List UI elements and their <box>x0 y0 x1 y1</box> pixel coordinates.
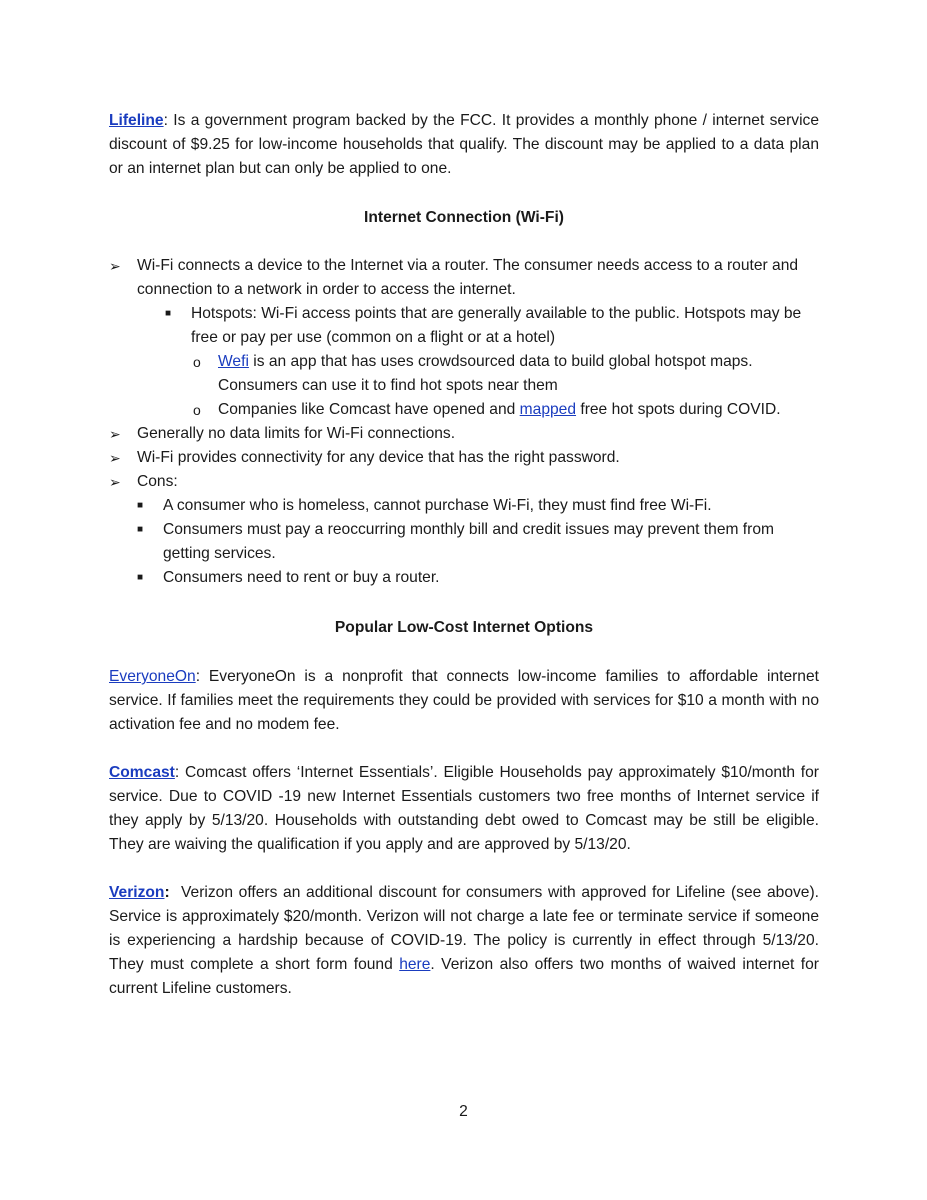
list-item <box>109 422 819 446</box>
list-item-text: free hot spots during COVID. <box>576 401 781 418</box>
verizon-text-2: . Verizon also offers two months of waived internet for current Lifeline customers. <box>109 956 819 997</box>
wefi-link[interactable]: Wefi <box>218 353 249 370</box>
page-number: 2 <box>459 1103 468 1120</box>
list-item <box>109 446 819 470</box>
comcast-text: : Comcast offers ‘Internet Essentials’. Eligible Households pay approximately $10/month for service. Due to COVID -19 new Internet Essentials customers two free months of Internet service if they apply by 5/13/20. Households with outstanding debt owed to Comcast may be still be eligible. They are waiving the qualification if you apply and are approved by 5/13/20. <box>109 764 819 853</box>
list-item <box>109 254 819 302</box>
list-item-text: Consumers need to rent or buy a router. <box>163 569 440 586</box>
here-link[interactable]: here <box>399 956 431 973</box>
list-item-text: Hotspots: Wi-Fi access points that are generally available to the public. Hotspots may be free or pay per use (common on a flight or at a hotel) <box>191 305 802 346</box>
list-item-text: Generally no data limits for Wi-Fi connections. <box>137 425 456 442</box>
wifi-heading: Internet Connection (Wi-Fi) <box>364 209 564 226</box>
verizon-text: Verizon offers an additional discount for consumers with approved for Lifeline (see above). Service is approximately $20/month. Verizon will not charge a late fee or terminate service if someone is experiencing a hardship because of COVID-19. The policy is currently in effect through 5/13/20. They must complete a short form found <box>109 884 824 973</box>
list-item-text: A consumer who is homeless, cannot purchase Wi-Fi, they must find free Wi-Fi. <box>163 497 712 514</box>
lifeline-text: : Is a government program backed by the FCC. It provides a monthly phone / internet service discount of $9.25 for low-income households that qualify. The discount may be applied to a data plan or an internet plan but can only be applied to one. <box>109 112 819 177</box>
square-bullet-icon: ■ <box>165 308 172 319</box>
arrow-bullet-icon: ➢ <box>109 474 121 490</box>
list-item <box>109 302 819 350</box>
everyoneon-link[interactable]: EveryoneOn <box>109 668 196 685</box>
square-bullet-icon: ■ <box>137 572 144 583</box>
comcast-paragraph <box>109 761 819 857</box>
list-item-text: Wi-Fi provides connectivity for any device that has the right password. <box>137 449 620 466</box>
square-bullet-icon: ■ <box>137 500 144 511</box>
circle-bullet-icon: o <box>193 402 201 418</box>
list-item <box>109 494 819 518</box>
arrow-bullet-icon: ➢ <box>109 258 121 274</box>
wifi-list <box>109 254 819 590</box>
lifeline-link[interactable]: Lifeline <box>109 112 164 129</box>
arrow-bullet-icon: ➢ <box>109 450 121 466</box>
document-page <box>109 109 824 1001</box>
list-item-text: Companies like Comcast have opened and <box>218 401 520 418</box>
list-item-text: Wi-Fi connects a device to the Internet via a router. The consumer needs access to a router and connection to a network in order to access the internet. <box>137 257 799 298</box>
everyoneon-paragraph <box>109 665 819 737</box>
options-heading: Popular Low-Cost Internet Options <box>334 619 594 636</box>
list-item <box>109 518 819 566</box>
circle-bullet-icon: o <box>193 354 201 370</box>
verizon-colon: : <box>164 884 170 901</box>
square-bullet-icon: ■ <box>137 524 144 535</box>
list-item-text: Cons: <box>137 473 178 490</box>
arrow-bullet-icon: ➢ <box>109 426 121 442</box>
mapped-link[interactable]: mapped <box>519 401 577 418</box>
everyoneon-text: : EveryoneOn is a nonprofit that connects low-income families to affordable internet service. If families meet the requirements they could be provided with services for $10 a month with no activation fee and no modem fee. <box>109 668 819 733</box>
list-item <box>109 350 819 398</box>
comcast-link[interactable]: Comcast <box>109 764 175 781</box>
list-item <box>109 470 819 494</box>
list-item <box>109 566 819 590</box>
list-item-text: is an app that has uses crowdsourced data to build global hotspot maps. Consumers can use it to find hot spots near them <box>218 353 753 394</box>
lifeline-paragraph <box>109 109 819 181</box>
list-item <box>109 398 819 422</box>
verizon-paragraph <box>109 881 824 1001</box>
verizon-link[interactable]: Verizon <box>109 884 165 901</box>
list-item-text: Consumers must pay a reoccurring monthly bill and credit issues may prevent them from getting services. <box>163 521 774 562</box>
